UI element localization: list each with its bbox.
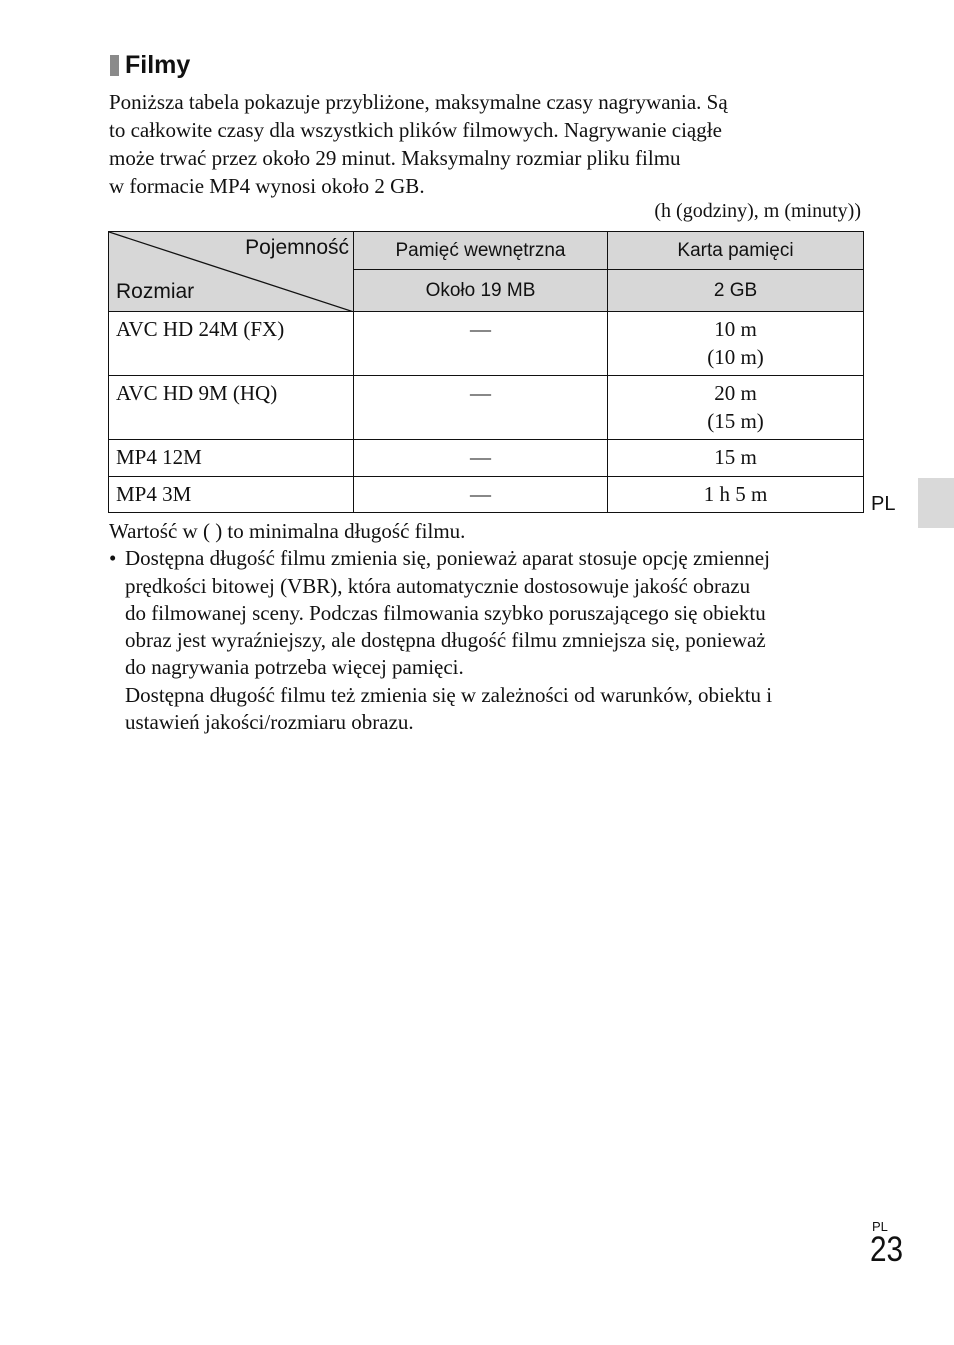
table-row: [109, 376, 864, 440]
card-value-line2: (15 m): [707, 409, 764, 433]
recording-time-table: [108, 231, 864, 513]
card-value: [608, 376, 864, 440]
card-value-line2: (10 m): [707, 345, 764, 369]
row-label: MP4 3M: [109, 477, 354, 513]
bullet-line: prędkości bitowej (VBR), która automatycznie dostosowuje jakość obrazu: [125, 573, 751, 598]
section-heading: [110, 50, 190, 80]
table-row: [109, 312, 864, 376]
card-value-line1: 10 m: [714, 317, 757, 341]
intro-paragraph: [109, 88, 869, 200]
card-value: 1 h 5 m: [608, 477, 864, 513]
row-label: AVC HD 24M (FX): [109, 312, 354, 376]
bullet-line: obraz jest wyraźniejszy, ale dostępna długość filmu zmniejsza się, ponieważ: [125, 628, 766, 653]
section-title: Filmy: [125, 51, 191, 79]
corner-top-label: Pojemność: [245, 236, 349, 259]
bullet-line: do filmowanej sceny. Podczas filmowania szybko poruszającego się obiektu: [125, 600, 766, 625]
subheader-internal: Około 19 MB: [354, 270, 608, 312]
notes-section: [109, 518, 879, 736]
internal-value: —: [354, 440, 608, 477]
intro-line: to całkowite czasy dla wszystkich plików filmowych. Nagrywanie ciągłe: [109, 118, 722, 142]
card-value: [608, 312, 864, 376]
table-row: [109, 440, 864, 477]
row-label: AVC HD 9M (HQ): [109, 376, 354, 440]
units-note: (h (godziny), m (minuty)): [654, 200, 861, 222]
column-header-internal: Pamięć wewnętrzna: [354, 232, 608, 270]
bullet-line: ustawień jakości/rozmiaru obrazu.: [125, 710, 414, 735]
heading-marker-icon: [110, 55, 119, 76]
corner-header-cell: [109, 232, 354, 312]
intro-line: w formacie MP4 wynosi około 2 GB.: [109, 174, 425, 198]
minimum-note: Wartość w ( ) to minimalna długość filmu.: [109, 519, 466, 543]
side-language-label: PL: [871, 493, 896, 515]
subheader-card: 2 GB: [608, 270, 864, 312]
intro-line: Poniższa tabela pokazuje przybliżone, maksymalne czasy nagrywania. Są: [109, 90, 728, 114]
internal-value: —: [354, 477, 608, 513]
side-tab-marker: [918, 478, 954, 528]
intro-line: może trwać przez około 29 minut. Maksymalny rozmiar pliku filmu: [109, 146, 681, 170]
internal-value: —: [354, 312, 608, 376]
bullet-text: [125, 545, 879, 736]
page-number: 23: [870, 1230, 904, 1269]
card-value-line1: 20 m: [714, 381, 757, 405]
bullet-icon: •: [109, 546, 117, 571]
card-value: 15 m: [608, 440, 864, 477]
corner-bottom-label: Rozmiar: [116, 280, 195, 303]
table-row: [109, 477, 864, 513]
page-language-label: PL: [872, 1219, 888, 1234]
table-header-row: [109, 232, 864, 270]
bullet-note: [109, 545, 879, 736]
row-label: MP4 12M: [109, 440, 354, 477]
bullet-line: do nagrywania potrzeba więcej pamięci.: [125, 655, 464, 680]
bullet-line: Dostępna długość filmu też zmienia się w zależności od warunków, obiektu i: [125, 682, 773, 707]
bullet-line: Dostępna długość filmu zmienia się, ponieważ aparat stosuje opcję zmiennej: [125, 546, 770, 571]
column-header-card: Karta pamięci: [608, 232, 864, 270]
internal-value: —: [354, 376, 608, 440]
